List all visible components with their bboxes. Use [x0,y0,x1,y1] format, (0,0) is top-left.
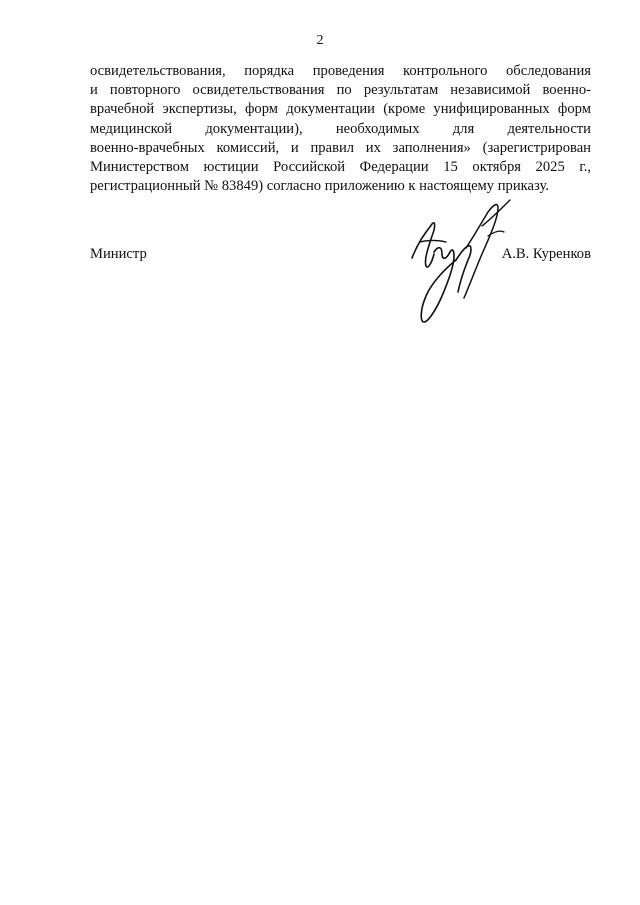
body-paragraph [90,62,591,196]
signature-stroke [412,223,435,267]
signatory-title: Министр [90,246,147,262]
paragraph-line: врачебной экспертизы, форм документации (кроме унифицированных форм [90,101,591,118]
paragraph-line: освидетельствования, порядка проведения контрольного обследования [90,63,591,79]
paragraph-line: военно-врачебных комиссий, и правил их заполнения» (зарегистрирован [90,139,591,156]
paragraph-line: регистрационный № 83849) согласно приложению к настоящему приказу. [90,178,549,195]
page-number: 2 [316,33,324,48]
paragraph-line: и повторного освидетельствования по результатам независимой военно- [90,82,591,99]
signature-stroke [420,241,446,243]
paragraph-line: Министерством юстиции Российской Федерации 15 октября 2025 г., [90,158,591,175]
signatory-name: А.В. Куренков [501,246,591,262]
signature-stroke [464,205,498,298]
handwritten-signature [402,196,520,328]
paragraph-line: медицинской документации), необходимых для деятельности [90,120,591,137]
